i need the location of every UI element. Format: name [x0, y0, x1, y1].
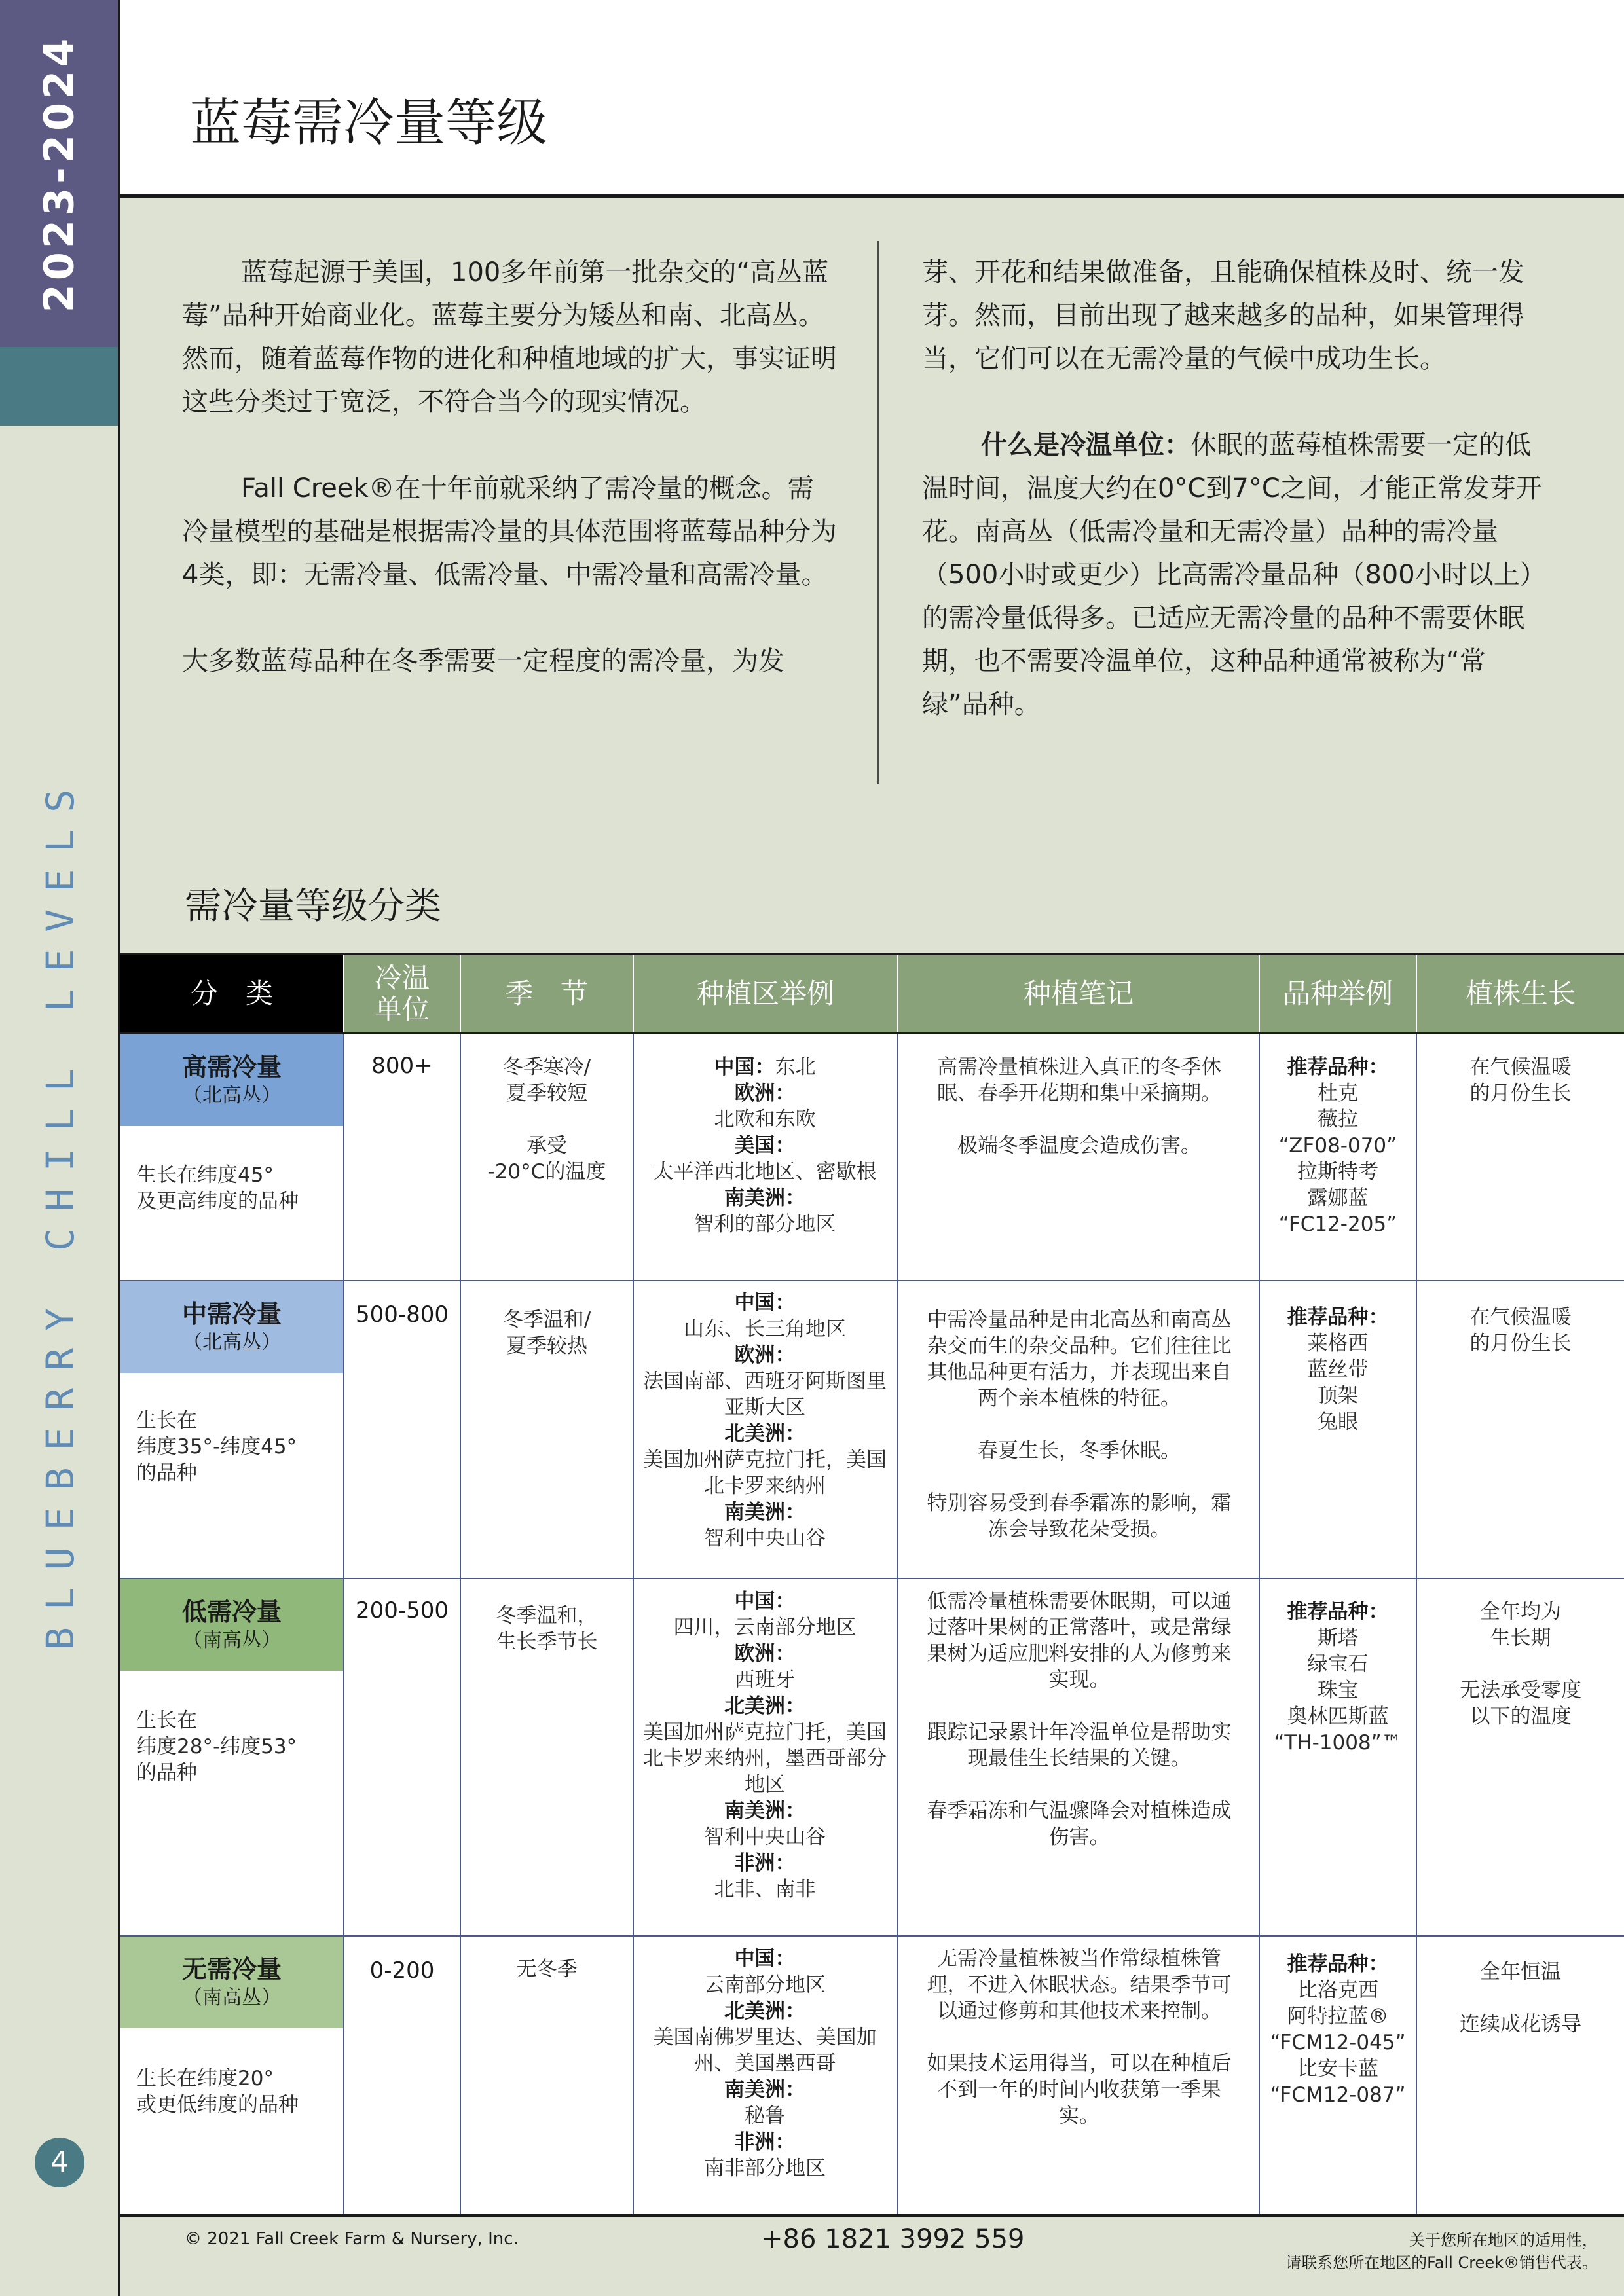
varieties-cell	[1260, 1951, 1416, 2108]
region-line	[637, 1185, 893, 1211]
note-text: 春夏生长，冬季休眠。	[978, 1439, 1181, 1463]
section-title: 需冷量等级分类	[185, 885, 441, 928]
growth-line: 在气候温暖	[1469, 1305, 1572, 1329]
header-regions	[634, 955, 897, 1032]
chill-units-value: 200-500	[355, 1597, 449, 1624]
growth-cell	[1417, 1054, 1624, 1106]
header-varieties	[1260, 955, 1416, 1032]
category-type: （南高丛）	[183, 1986, 281, 2009]
region-label: 南美洲：	[724, 1799, 805, 1823]
variety-name: 阿特拉蓝®	[1287, 2005, 1389, 2028]
latitude-line: 的品种	[136, 1761, 197, 1785]
region-line	[637, 1054, 893, 1080]
category-name: 高需冷量	[181, 1053, 282, 1082]
season-cell	[461, 1603, 633, 1655]
latitude-line: 生长在	[136, 1709, 197, 1732]
footer-note	[1285, 2229, 1598, 2274]
latitude-line: 的品种	[136, 1461, 197, 1485]
growth-cell	[1417, 1304, 1624, 1357]
growth-line: 在气候温暖	[1469, 1055, 1572, 1079]
header-category	[120, 955, 343, 1032]
region-label: 中国：	[714, 1055, 775, 1079]
region-label: 欧洲：	[734, 1082, 796, 1105]
growth-line: 全年恒温	[1480, 1960, 1561, 1984]
region-text: 太平洋西北地区、密歇根	[653, 1160, 877, 1184]
season-line: 无冬季	[516, 1958, 578, 1981]
category-type: （北高丛）	[183, 1331, 281, 1354]
latitude-line: 纬度35°-纬度45°	[136, 1435, 297, 1459]
note-text: 极端冬季温度会造成伤害。	[957, 1134, 1201, 1157]
region-label: 美国：	[734, 1134, 796, 1157]
regions-cell	[637, 1588, 893, 1903]
growth-cell	[1417, 1599, 1624, 1730]
season-cell	[461, 1054, 633, 1185]
region-label: 非洲：	[734, 1851, 796, 1875]
spacer	[922, 1412, 1236, 1438]
growth-line: 的月份生长	[1469, 1082, 1572, 1105]
variety-name: 比洛克西	[1297, 1978, 1378, 2002]
chill-units-value: 800+	[371, 1053, 433, 1079]
row-line	[120, 1578, 1624, 1579]
region-text: 美国加州萨克拉门托，美国北卡罗来纳州，墨西哥部分地区	[643, 1721, 887, 1796]
latitude-line: 生长在纬度45°	[136, 1163, 274, 1187]
header-growth-label: 植株生长	[1465, 977, 1576, 1010]
variety-name: “FCM12-045”	[1270, 2031, 1406, 2054]
region-label: 欧洲：	[734, 1642, 796, 1666]
variety-name: “FC12-205”	[1278, 1212, 1397, 1236]
season-cell	[461, 1307, 633, 1359]
latitude-line: 纬度28°-纬度53°	[136, 1735, 297, 1758]
category-name: 中需冷量	[181, 1300, 282, 1328]
region-label: 北美洲：	[724, 1999, 805, 2023]
growth-line: 无法承受零度	[1460, 1679, 1581, 1702]
region-line	[637, 1133, 893, 1159]
header-season	[461, 955, 633, 1032]
phone-number: +86 1821 3992 559	[761, 2224, 1025, 2254]
intro-paragraph: Fall Creek®在十年前就采纳了需冷量的概念。需冷量模型的基础是根据需冷量的具体范围将蓝莓品种分为4类，即：无需冷量、低需冷量、中需冷量和高需冷量。	[182, 473, 837, 590]
latitude-text	[136, 1162, 333, 1214]
variety-name: 露娜蓝	[1307, 1186, 1369, 1210]
note-text: 特别容易受到春季霜冻的影响，霜冻会导致花朵受损。	[927, 1491, 1232, 1541]
spacer	[922, 1464, 1236, 1490]
page-number: 4	[35, 2138, 84, 2187]
note-text: 低需冷量植株需要休眠期，可以通过落叶果树的正常落叶，或是常绿果树为适应肥料安排的人为修剪来实现。	[927, 1590, 1232, 1692]
sidebar-accent-block	[0, 347, 118, 426]
varieties-label: 推荐品种：	[1287, 1600, 1389, 1624]
region-label: 中国：	[734, 1947, 796, 1971]
header-units-line1: 冷温	[374, 962, 430, 994]
region-label: 欧洲：	[734, 1343, 796, 1367]
growth-line: 以下的温度	[1469, 1705, 1572, 1728]
season-line: 夏季较短	[506, 1082, 587, 1105]
growth-line: 的月份生长	[1469, 1332, 1572, 1355]
region-text: 东北	[775, 1055, 816, 1079]
page-title: 蓝莓需冷量等级	[190, 94, 548, 153]
region-text: 山东、长三角地区	[684, 1317, 846, 1341]
latitude-line: 生长在	[136, 1409, 197, 1432]
season-line: 冬季寒冷/	[502, 1055, 591, 1079]
note-text: 中需冷量品种是由北高丛和南高丛杂交而生的杂交品种。它们往往比其他品种更有活力，并表现出来自两个亲本植株的特征。	[927, 1308, 1232, 1410]
row-line	[120, 1935, 1624, 1937]
category-band-high	[120, 1034, 343, 1126]
region-label: 南美洲：	[724, 1186, 805, 1210]
header-units-line2: 单位	[374, 993, 430, 1025]
varieties-label: 推荐品种：	[1287, 1305, 1389, 1329]
sidebar-vertical-title: BLUEBERRY CHILL LEVELS	[38, 772, 83, 1650]
category-band-none	[120, 1937, 343, 2028]
variety-name: 兔眼	[1318, 1410, 1358, 1434]
region-text: 四川，云南部分地区	[673, 1616, 857, 1639]
intro-paragraph: 芽、开花和结果做准备，且能确保植株及时、统一发芽。然而，目前出现了越来越多的品种，如果管理得当，它们可以在无需冷量的气候中成功生长。	[922, 257, 1524, 374]
variety-name: 珠宝	[1318, 1679, 1358, 1702]
copyright: © 2021 Fall Creek Farm & Nursery, Inc.	[185, 2229, 519, 2249]
variety-name: “ZF08-070”	[1278, 1134, 1397, 1157]
region-label: 南美洲：	[724, 2078, 805, 2102]
chill-units-value: 500-800	[355, 1302, 449, 1328]
variety-name: 绿宝石	[1307, 1652, 1369, 1676]
category-type: （北高丛）	[183, 1084, 281, 1107]
region-label: 北美洲：	[724, 1422, 805, 1446]
spacer	[922, 1693, 1236, 1719]
header-growth	[1417, 955, 1624, 1032]
regions-cell	[637, 1054, 893, 1237]
region-text: 秘鲁	[745, 2104, 785, 2128]
spacer	[922, 2024, 1236, 2050]
intro-paragraph: 大多数蓝莓品种在冬季需要一定程度的需冷量，为发	[182, 646, 784, 676]
category-name: 无需冷量	[181, 1955, 282, 1984]
region-label: 南美洲：	[724, 1501, 805, 1524]
spacer	[922, 1772, 1236, 1798]
notes-cell	[922, 1588, 1236, 1850]
header-regions-label: 种植区举例	[696, 977, 834, 1010]
footer-note-line: 请联系您所在地区的Fall Creek®销售代表。	[1285, 2253, 1598, 2272]
variety-name: 拉斯特考	[1297, 1160, 1378, 1184]
region-label: 中国：	[734, 1590, 796, 1613]
notes-cell	[922, 1946, 1236, 2129]
variety-name: 奥林匹斯蓝	[1287, 1705, 1389, 1728]
region-text: 美国加州萨克拉门托，美国北卡罗来纳州	[643, 1448, 887, 1498]
varieties-label: 推荐品种：	[1287, 1952, 1389, 1976]
spacer	[922, 1106, 1236, 1133]
varieties-cell	[1260, 1304, 1416, 1435]
region-text: 智利中央山谷	[704, 1527, 826, 1550]
regions-cell	[637, 1290, 893, 1552]
column-line	[343, 1034, 344, 2215]
variety-name: 斯塔	[1318, 1626, 1358, 1650]
header-category-label: 分 类	[190, 977, 273, 1010]
season-line: 夏季较热	[506, 1334, 587, 1358]
column-divider	[877, 241, 879, 784]
variety-name: “FCM12-087”	[1270, 2083, 1406, 2107]
varieties-label: 推荐品种：	[1287, 1055, 1389, 1079]
region-line	[637, 1080, 893, 1106]
footer-note-line: 关于您所在地区的适用性，	[1409, 2231, 1598, 2250]
category-type: （南高丛）	[183, 1629, 281, 1652]
sidebar-year: 2023-2024	[35, 34, 83, 313]
note-text: 如果技术运用得当，可以在种植后不到一年的时间内收获第一季果实。	[927, 2052, 1232, 2128]
region-text: 云南部分地区	[704, 1973, 826, 1997]
regions-cell	[637, 1946, 893, 2181]
header-chill-units	[344, 955, 460, 1032]
season-line: -20°C的温度	[487, 1160, 606, 1184]
varieties-cell	[1260, 1054, 1416, 1237]
region-label: 非洲：	[734, 2130, 796, 2154]
growth-line: 生长期	[1490, 1626, 1551, 1650]
season-line: 冬季温和/	[502, 1308, 591, 1332]
latitude-text	[136, 2066, 333, 2118]
variety-name: “TH-1008”™	[1274, 1731, 1402, 1755]
spacer	[1417, 1651, 1624, 1677]
header-season-label: 季 节	[505, 977, 588, 1010]
note-text: 无需冷量植株被当作常绿植株管理，不进入休眠状态。结果季节可以通过修剪和其他技术来控制。	[927, 1947, 1232, 2023]
varieties-cell	[1260, 1599, 1416, 1756]
region-text: 美国南佛罗里达、美国加州、美国墨西哥	[653, 2026, 877, 2075]
notes-cell	[922, 1054, 1236, 1159]
header-varieties-label: 品种举例	[1282, 977, 1393, 1010]
header-notes-label: 种植笔记	[1023, 977, 1134, 1010]
chill-unit-heading: 什么是冷温单位：	[981, 430, 1190, 460]
intro-right-column	[922, 251, 1551, 726]
sidebar	[0, 0, 118, 2296]
growth-line: 连续成花诱导	[1460, 2013, 1581, 2036]
variety-name: 顶架	[1318, 1384, 1358, 1408]
intro-paragraph: 蓝莓起源于美国，100多年前第一批杂交的“高丛蓝莓”品种开始商业化。蓝莓主要分为矮丛和南、北高丛。然而，随着蓝莓作物的进化和种植地域的扩大，事实证明这些分类过于宽泛，不符合当今的现实情况。	[182, 257, 837, 417]
growth-line: 全年均为	[1480, 1600, 1561, 1624]
notes-cell	[922, 1307, 1236, 1542]
region-text: 北非、南非	[714, 1878, 816, 1901]
category-band-low	[120, 1579, 343, 1671]
region-text: 智利中央山谷	[704, 1825, 826, 1849]
latitude-text	[136, 1707, 333, 1786]
variety-name: 莱格西	[1307, 1332, 1369, 1355]
note-text: 高需冷量植株进入真正的冬季休眠、春季开花期和集中采摘期。	[937, 1055, 1221, 1105]
note-text: 跟踪记录累计年冷温单位是帮助实现最佳生长结果的关键。	[927, 1721, 1232, 1770]
column-line	[633, 1034, 634, 2215]
season-line: 承受	[526, 1134, 567, 1157]
latitude-line: 生长在纬度20°	[136, 2067, 274, 2090]
chill-unit-paragraph	[922, 424, 1551, 726]
note-text: 春季霜冻和气温骤降会对植株造成伤害。	[927, 1799, 1232, 1849]
spacer	[461, 1106, 633, 1133]
latitude-text	[136, 1408, 333, 1486]
row-line	[120, 1280, 1624, 1281]
region-text: 法国南部、西班牙阿斯图里亚斯大区	[643, 1370, 887, 1419]
season-line: 生长季节长	[496, 1630, 598, 1654]
chill-unit-text: 休眠的蓝莓植株需要一定的低温时间，温度大约在0°C到7°C之间，才能正常发芽开花。南高丛（低需冷量和无需冷量）品种的需冷量（500小时或更少）比高需冷量品种（800小时以上）的需冷量低得多。已适应无需冷量的品种不需要休眠期，也不需要冷温单位，这种品种通常被称为“常绿”品种。	[922, 430, 1546, 720]
intro-left-column	[182, 251, 837, 683]
region-text: 北欧和东欧	[714, 1108, 816, 1131]
category-band-mid	[120, 1281, 343, 1373]
region-text: 南非部分地区	[704, 2157, 826, 2180]
season-cell	[461, 1956, 633, 1982]
growth-cell	[1417, 1959, 1624, 2037]
category-name: 低需冷量	[181, 1597, 282, 1626]
variety-name: 杜克	[1318, 1082, 1358, 1105]
variety-name: 薇拉	[1318, 1108, 1358, 1131]
spacer	[1417, 1985, 1624, 2011]
season-line: 冬季温和，	[496, 1604, 598, 1628]
variety-name: 比安卡蓝	[1297, 2057, 1378, 2081]
region-label: 中国：	[734, 1291, 796, 1315]
chill-units-value: 0-200	[369, 1958, 435, 1984]
region-text: 智利的部分地区	[693, 1212, 836, 1236]
variety-name: 蓝丝带	[1307, 1358, 1369, 1381]
latitude-line: 或更低纬度的品种	[136, 2093, 299, 2117]
region-text: 西班牙	[734, 1668, 796, 1692]
header-notes	[898, 955, 1259, 1032]
column-line	[897, 1034, 898, 2215]
region-label: 北美洲：	[724, 1694, 805, 1718]
latitude-line: 及更高纬度的品种	[136, 1190, 299, 1213]
